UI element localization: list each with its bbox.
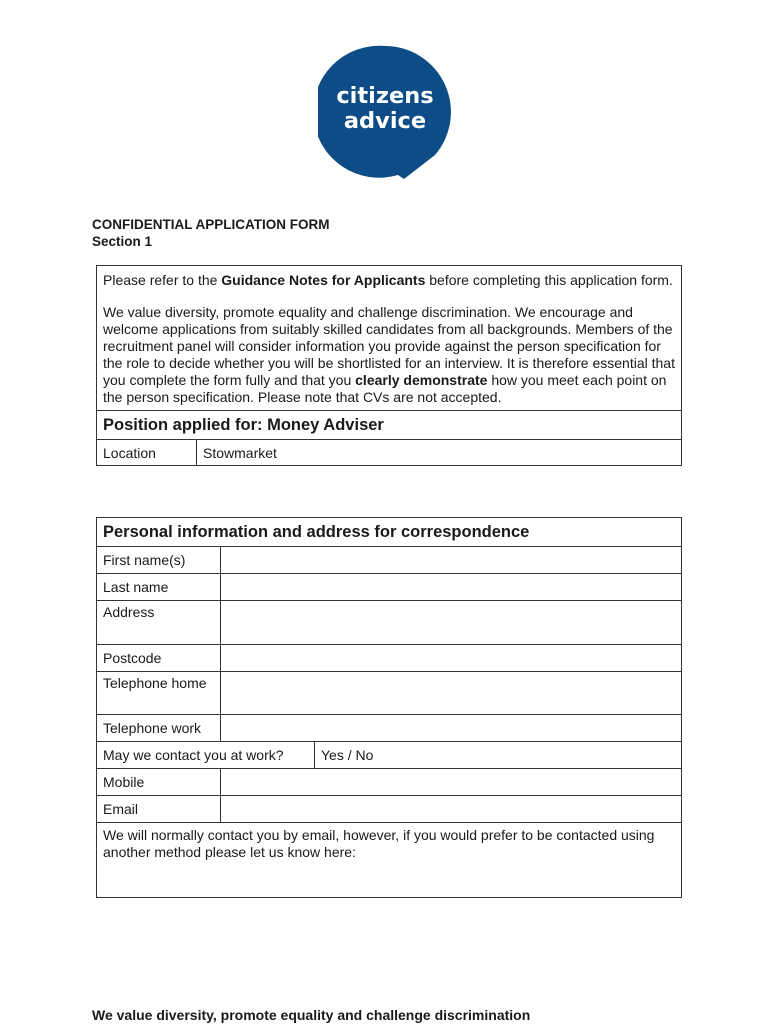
telephone-work-field[interactable] bbox=[221, 715, 682, 742]
citizens-advice-logo bbox=[318, 45, 452, 181]
guidance-notes-link-text: Guidance Notes for Applicants bbox=[221, 272, 426, 288]
address-label: Address bbox=[97, 601, 221, 645]
intro-paragraph-2: We value diversity, promote equality and challenge discrimination. We encourage and welcome applications from suitably skilled candidates from all backgrounds. Members of the recruitment panel will consider information you provide against the person specification for the role to decide whether you will be shortlisted for an interview. It is therefore essential that you complete the form fully and that you clearly demonstrate how you meet each point on the person specification. Please note that CVs are not accepted. bbox=[103, 304, 675, 405]
form-heading bbox=[92, 216, 330, 250]
mobile-field[interactable] bbox=[221, 769, 682, 796]
address-field[interactable] bbox=[221, 601, 682, 645]
last-name-field[interactable] bbox=[221, 574, 682, 601]
last-name-label: Last name bbox=[97, 574, 221, 601]
contact-preference-field[interactable] bbox=[97, 823, 682, 898]
telephone-home-label: Telephone home bbox=[97, 672, 221, 715]
position-title: Position applied for: Money Adviser bbox=[97, 411, 682, 440]
first-name-label: First name(s) bbox=[97, 547, 221, 574]
contact-preference-note: We will normally contact you by email, however, if you would prefer to be contacted using another method please let us know here: bbox=[103, 827, 655, 860]
postcode-label: Postcode bbox=[97, 645, 221, 672]
footer-heading: We value diversity, promote equality and challenge discrimination bbox=[92, 1007, 531, 1023]
email-label: Email bbox=[97, 796, 221, 823]
intro-paragraph-1: Please refer to the Guidance Notes for Applicants before completing this application form. bbox=[103, 272, 673, 288]
personal-info-table bbox=[96, 517, 682, 898]
contact-at-work-choice[interactable]: Yes / No bbox=[315, 742, 682, 769]
telephone-work-label: Telephone work bbox=[97, 715, 221, 742]
postcode-field[interactable] bbox=[221, 645, 682, 672]
form-title: CONFIDENTIAL APPLICATION FORM bbox=[92, 217, 330, 232]
location-value: Stowmarket bbox=[197, 440, 682, 466]
contact-at-work-label: May we contact you at work? bbox=[97, 742, 315, 769]
email-field[interactable] bbox=[221, 796, 682, 823]
section-label: Section 1 bbox=[92, 234, 153, 249]
clearly-demonstrate-text: clearly demonstrate bbox=[355, 372, 488, 388]
personal-info-title: Personal information and address for correspondence bbox=[97, 518, 682, 547]
telephone-home-field[interactable] bbox=[221, 672, 682, 715]
logo-line-2: advice bbox=[343, 108, 427, 134]
mobile-label: Mobile bbox=[97, 769, 221, 796]
intro-text-cell bbox=[97, 266, 682, 411]
first-name-field[interactable] bbox=[221, 547, 682, 574]
intro-position-table bbox=[96, 265, 682, 466]
logo-line-1: citizens bbox=[336, 83, 434, 109]
location-label: Location bbox=[97, 440, 197, 466]
